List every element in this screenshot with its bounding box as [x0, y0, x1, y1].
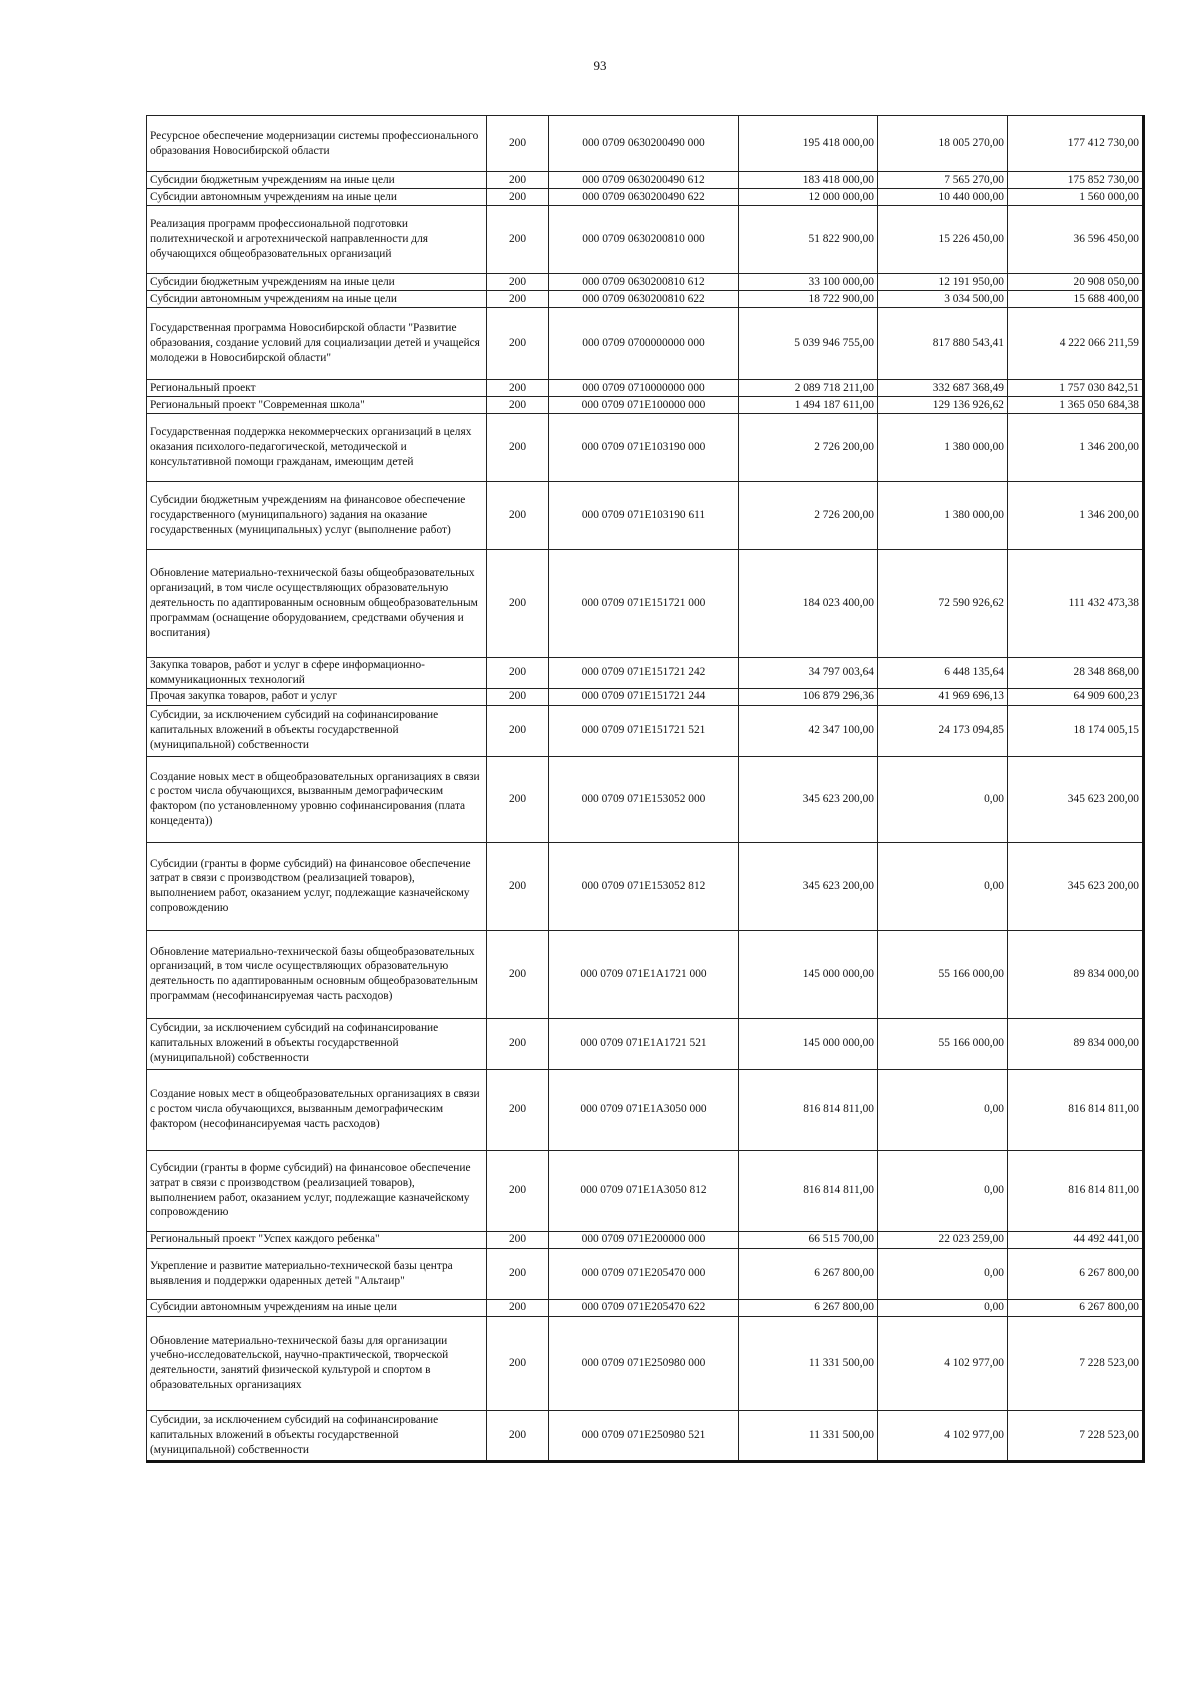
row-approved-amount-cell: 345 623 200,00 [739, 842, 878, 930]
row-executed-amount-cell: 7 565 270,00 [878, 172, 1008, 189]
row-budget-code-cell: 000 0709 0630200490 000 [549, 116, 739, 172]
row-admin-code-cell: 200 [487, 1299, 549, 1316]
row-name-cell: Субсидии автономным учреждениям на иные цели [147, 291, 487, 308]
table-row [147, 705, 1144, 756]
row-remaining-amount-cell: 1 757 030 842,51 [1008, 380, 1144, 397]
row-executed-amount-cell: 55 166 000,00 [878, 1018, 1008, 1069]
row-remaining-amount-cell: 6 267 800,00 [1008, 1299, 1144, 1316]
row-budget-code-cell: 000 0709 071E200000 000 [549, 1231, 739, 1248]
row-approved-amount-cell: 12 000 000,00 [739, 189, 878, 206]
row-budget-code-cell: 000 0709 071E151721 242 [549, 658, 739, 689]
row-executed-amount-cell: 0,00 [878, 842, 1008, 930]
row-budget-code-cell: 000 0709 0630200810 622 [549, 291, 739, 308]
row-approved-amount-cell: 1 494 187 611,00 [739, 397, 878, 414]
table-row [147, 658, 1144, 689]
row-admin-code-cell: 200 [487, 380, 549, 397]
row-remaining-amount-cell: 345 623 200,00 [1008, 756, 1144, 842]
table-row [147, 189, 1144, 206]
row-admin-code-cell: 200 [487, 482, 549, 550]
row-remaining-amount-cell: 111 432 473,38 [1008, 550, 1144, 658]
row-admin-code-cell: 200 [487, 172, 549, 189]
row-approved-amount-cell: 195 418 000,00 [739, 116, 878, 172]
row-admin-code-cell: 200 [487, 308, 549, 380]
row-remaining-amount-cell: 175 852 730,00 [1008, 172, 1144, 189]
row-name-cell: Закупка товаров, работ и услуг в сфере информационно-коммуникационных технологий [147, 658, 487, 689]
row-name-cell: Прочая закупка товаров, работ и услуг [147, 688, 487, 705]
row-budget-code-cell: 000 0709 071E205470 622 [549, 1299, 739, 1316]
row-budget-code-cell: 000 0709 0630200490 622 [549, 189, 739, 206]
row-budget-code-cell: 000 0709 071E151721 521 [549, 705, 739, 756]
row-remaining-amount-cell: 7 228 523,00 [1008, 1316, 1144, 1410]
row-approved-amount-cell: 145 000 000,00 [739, 1018, 878, 1069]
row-budget-code-cell: 000 0709 071E151721 244 [549, 688, 739, 705]
row-budget-code-cell: 000 0709 071E153052 812 [549, 842, 739, 930]
row-remaining-amount-cell: 18 174 005,15 [1008, 705, 1144, 756]
row-executed-amount-cell: 0,00 [878, 1248, 1008, 1299]
table-row [147, 1018, 1144, 1069]
row-budget-code-cell: 000 0709 071E205470 000 [549, 1248, 739, 1299]
row-executed-amount-cell: 129 136 926,62 [878, 397, 1008, 414]
table-row [147, 397, 1144, 414]
table-row [147, 206, 1144, 274]
row-admin-code-cell: 200 [487, 206, 549, 274]
row-remaining-amount-cell: 64 909 600,23 [1008, 688, 1144, 705]
row-remaining-amount-cell: 1 560 000,00 [1008, 189, 1144, 206]
row-budget-code-cell: 000 0709 071E1A3050 000 [549, 1069, 739, 1150]
row-approved-amount-cell: 184 023 400,00 [739, 550, 878, 658]
row-remaining-amount-cell: 1 365 050 684,38 [1008, 397, 1144, 414]
row-name-cell: Региональный проект "Успех каждого ребенка" [147, 1231, 487, 1248]
row-name-cell: Субсидии бюджетным учреждениям на финансовое обеспечение государственного (муниципального) задания на оказание государственных (муниципальных) услуг (выполнение работ) [147, 482, 487, 550]
row-executed-amount-cell: 0,00 [878, 756, 1008, 842]
row-approved-amount-cell: 106 879 296,36 [739, 688, 878, 705]
row-admin-code-cell: 200 [487, 842, 549, 930]
table-row [147, 550, 1144, 658]
row-budget-code-cell: 000 0709 0710000000 000 [549, 380, 739, 397]
row-approved-amount-cell: 66 515 700,00 [739, 1231, 878, 1248]
row-budget-code-cell: 000 0709 071E1A1721 000 [549, 930, 739, 1018]
row-remaining-amount-cell: 816 814 811,00 [1008, 1150, 1144, 1231]
row-admin-code-cell: 200 [487, 705, 549, 756]
row-name-cell: Создание новых мест в общеобразовательных организациях в связи с ростом числа обучающихся, вызванным демографическим фактором (несофинансируемая часть расходов) [147, 1069, 487, 1150]
row-approved-amount-cell: 2 089 718 211,00 [739, 380, 878, 397]
row-admin-code-cell: 200 [487, 1316, 549, 1410]
table-row [147, 380, 1144, 397]
row-remaining-amount-cell: 345 623 200,00 [1008, 842, 1144, 930]
row-name-cell: Субсидии бюджетным учреждениям на иные цели [147, 274, 487, 291]
row-admin-code-cell: 200 [487, 274, 549, 291]
row-remaining-amount-cell: 28 348 868,00 [1008, 658, 1144, 689]
row-approved-amount-cell: 145 000 000,00 [739, 930, 878, 1018]
row-remaining-amount-cell: 89 834 000,00 [1008, 930, 1144, 1018]
row-admin-code-cell: 200 [487, 397, 549, 414]
row-admin-code-cell: 200 [487, 1231, 549, 1248]
table-row [147, 688, 1144, 705]
row-executed-amount-cell: 1 380 000,00 [878, 482, 1008, 550]
row-admin-code-cell: 200 [487, 1248, 549, 1299]
row-executed-amount-cell: 12 191 950,00 [878, 274, 1008, 291]
row-remaining-amount-cell: 20 908 050,00 [1008, 274, 1144, 291]
row-remaining-amount-cell: 1 346 200,00 [1008, 414, 1144, 482]
row-remaining-amount-cell: 177 412 730,00 [1008, 116, 1144, 172]
row-admin-code-cell: 200 [487, 1410, 549, 1461]
row-budget-code-cell: 000 0709 0630200810 000 [549, 206, 739, 274]
row-executed-amount-cell: 3 034 500,00 [878, 291, 1008, 308]
row-approved-amount-cell: 816 814 811,00 [739, 1069, 878, 1150]
row-approved-amount-cell: 345 623 200,00 [739, 756, 878, 842]
row-approved-amount-cell: 2 726 200,00 [739, 414, 878, 482]
row-executed-amount-cell: 332 687 368,49 [878, 380, 1008, 397]
row-name-cell: Создание новых мест в общеобразовательных организациях в связи с ростом числа обучающихся, вызванным демографическим фактором (по установленному уровню софинансирования (плата концедента)) [147, 756, 487, 842]
row-budget-code-cell: 000 0709 071E250980 521 [549, 1410, 739, 1461]
row-remaining-amount-cell: 89 834 000,00 [1008, 1018, 1144, 1069]
row-budget-code-cell: 000 0709 0630200810 612 [549, 274, 739, 291]
row-budget-code-cell: 000 0709 071E151721 000 [549, 550, 739, 658]
row-approved-amount-cell: 33 100 000,00 [739, 274, 878, 291]
table-row [147, 1231, 1144, 1248]
row-remaining-amount-cell: 816 814 811,00 [1008, 1069, 1144, 1150]
table-row [147, 756, 1144, 842]
row-admin-code-cell: 200 [487, 291, 549, 308]
table-row [147, 172, 1144, 189]
row-approved-amount-cell: 51 822 900,00 [739, 206, 878, 274]
row-budget-code-cell: 000 0709 071E1A1721 521 [549, 1018, 739, 1069]
table-row [147, 1299, 1144, 1316]
table-row [147, 1410, 1144, 1461]
table-row [147, 930, 1144, 1018]
row-budget-code-cell: 000 0709 071E153052 000 [549, 756, 739, 842]
row-approved-amount-cell: 6 267 800,00 [739, 1299, 878, 1316]
table-row [147, 1150, 1144, 1231]
row-admin-code-cell: 200 [487, 1150, 549, 1231]
row-admin-code-cell: 200 [487, 414, 549, 482]
row-budget-code-cell: 000 0709 0700000000 000 [549, 308, 739, 380]
row-remaining-amount-cell: 7 228 523,00 [1008, 1410, 1144, 1461]
row-approved-amount-cell: 11 331 500,00 [739, 1410, 878, 1461]
row-executed-amount-cell: 4 102 977,00 [878, 1316, 1008, 1410]
row-name-cell: Субсидии автономным учреждениям на иные цели [147, 189, 487, 206]
row-executed-amount-cell: 817 880 543,41 [878, 308, 1008, 380]
row-executed-amount-cell: 10 440 000,00 [878, 189, 1008, 206]
row-executed-amount-cell: 4 102 977,00 [878, 1410, 1008, 1461]
table-row [147, 308, 1144, 380]
table-row [147, 274, 1144, 291]
row-name-cell: Государственная программа Новосибирской области "Развитие образования, создание условий для социализации детей и учащейся молодежи в Новосибирской области" [147, 308, 487, 380]
row-name-cell: Государственная поддержка некоммерческих организаций в целях оказания психолого-педагогической, методической и консультативной помощи гражданам, имеющим детей [147, 414, 487, 482]
table-body [147, 116, 1144, 1462]
row-executed-amount-cell: 0,00 [878, 1299, 1008, 1316]
row-budget-code-cell: 000 0709 0630200490 612 [549, 172, 739, 189]
row-budget-code-cell: 000 0709 071E103190 611 [549, 482, 739, 550]
row-admin-code-cell: 200 [487, 1018, 549, 1069]
row-approved-amount-cell: 816 814 811,00 [739, 1150, 878, 1231]
row-admin-code-cell: 200 [487, 550, 549, 658]
row-name-cell: Субсидии автономным учреждениям на иные цели [147, 1299, 487, 1316]
row-approved-amount-cell: 6 267 800,00 [739, 1248, 878, 1299]
row-executed-amount-cell: 6 448 135,64 [878, 658, 1008, 689]
row-approved-amount-cell: 42 347 100,00 [739, 705, 878, 756]
row-executed-amount-cell: 24 173 094,85 [878, 705, 1008, 756]
row-executed-amount-cell: 55 166 000,00 [878, 930, 1008, 1018]
row-budget-code-cell: 000 0709 071E103190 000 [549, 414, 739, 482]
row-name-cell: Субсидии бюджетным учреждениям на иные цели [147, 172, 487, 189]
row-remaining-amount-cell: 36 596 450,00 [1008, 206, 1144, 274]
row-name-cell: Субсидии (гранты в форме субсидий) на финансовое обеспечение затрат в связи с производством (реализацией товаров), выполнением работ, оказанием услуг, подлежащие казначейскому сопровождению [147, 842, 487, 930]
table-row [147, 482, 1144, 550]
row-executed-amount-cell: 0,00 [878, 1069, 1008, 1150]
row-name-cell: Обновление материально-технической базы общеобразовательных организаций, в том числе осуществляющих образовательную деятельность по адаптированным основным общеобразовательным программам (несофинансируемая часть расходов) [147, 930, 487, 1018]
row-remaining-amount-cell: 15 688 400,00 [1008, 291, 1144, 308]
row-name-cell: Субсидии (гранты в форме субсидий) на финансовое обеспечение затрат в связи с производством (реализацией товаров), выполнением работ, оказанием услуг, подлежащие казначейскому сопровождению [147, 1150, 487, 1231]
row-name-cell: Субсидии, за исключением субсидий на софинансирование капитальных вложений в объекты государственной (муниципальной) собственности [147, 705, 487, 756]
row-admin-code-cell: 200 [487, 756, 549, 842]
table-row [147, 842, 1144, 930]
row-approved-amount-cell: 5 039 946 755,00 [739, 308, 878, 380]
row-name-cell: Обновление материально-технической базы общеобразовательных организаций, в том числе осуществляющих образовательную деятельность по адаптированным основным общеобразовательным программам (оснащение оборудованием, средствами обучения и воспитания) [147, 550, 487, 658]
row-budget-code-cell: 000 0709 071E250980 000 [549, 1316, 739, 1410]
table-row [147, 116, 1144, 172]
row-name-cell: Укрепление и развитие материально-технической базы центра выявления и поддержки одаренных детей "Альтаир" [147, 1248, 487, 1299]
row-approved-amount-cell: 18 722 900,00 [739, 291, 878, 308]
row-remaining-amount-cell: 1 346 200,00 [1008, 482, 1144, 550]
row-approved-amount-cell: 2 726 200,00 [739, 482, 878, 550]
row-executed-amount-cell: 15 226 450,00 [878, 206, 1008, 274]
row-executed-amount-cell: 41 969 696,13 [878, 688, 1008, 705]
row-budget-code-cell: 000 0709 071E1A3050 812 [549, 1150, 739, 1231]
row-admin-code-cell: 200 [487, 930, 549, 1018]
table-row [147, 1069, 1144, 1150]
row-budget-code-cell: 000 0709 071E100000 000 [549, 397, 739, 414]
table-row [147, 1248, 1144, 1299]
row-remaining-amount-cell: 6 267 800,00 [1008, 1248, 1144, 1299]
row-admin-code-cell: 200 [487, 688, 549, 705]
budget-execution-table [146, 115, 1145, 1463]
row-admin-code-cell: 200 [487, 116, 549, 172]
row-admin-code-cell: 200 [487, 189, 549, 206]
row-name-cell: Ресурсное обеспечение модернизации системы профессионального образования Новосибирской области [147, 116, 487, 172]
row-executed-amount-cell: 18 005 270,00 [878, 116, 1008, 172]
row-executed-amount-cell: 22 023 259,00 [878, 1231, 1008, 1248]
row-admin-code-cell: 200 [487, 1069, 549, 1150]
table-row [147, 414, 1144, 482]
table-row [147, 291, 1144, 308]
row-name-cell: Реализация программ профессиональной подготовки политехнической и агротехнической направленности для обучающихся общеобразовательных организаций [147, 206, 487, 274]
row-name-cell: Субсидии, за исключением субсидий на софинансирование капитальных вложений в объекты государственной (муниципальной) собственности [147, 1410, 487, 1461]
row-remaining-amount-cell: 4 222 066 211,59 [1008, 308, 1144, 380]
page-number: 93 [593, 58, 607, 73]
row-name-cell: Региональный проект "Современная школа" [147, 397, 487, 414]
row-name-cell: Региональный проект [147, 380, 487, 397]
row-executed-amount-cell: 1 380 000,00 [878, 414, 1008, 482]
table-row [147, 1316, 1144, 1410]
row-name-cell: Обновление материально-технической базы для организации учебно-исследовательской, научно-практической, творческой деятельности, занятий физической культурой и спортом в образовательных организациях [147, 1316, 487, 1410]
row-name-cell: Субсидии, за исключением субсидий на софинансирование капитальных вложений в объекты государственной (муниципальной) собственности [147, 1018, 487, 1069]
row-approved-amount-cell: 183 418 000,00 [739, 172, 878, 189]
row-remaining-amount-cell: 44 492 441,00 [1008, 1231, 1144, 1248]
row-executed-amount-cell: 0,00 [878, 1150, 1008, 1231]
row-approved-amount-cell: 34 797 003,64 [739, 658, 878, 689]
row-approved-amount-cell: 11 331 500,00 [739, 1316, 878, 1410]
row-executed-amount-cell: 72 590 926,62 [878, 550, 1008, 658]
row-admin-code-cell: 200 [487, 658, 549, 689]
